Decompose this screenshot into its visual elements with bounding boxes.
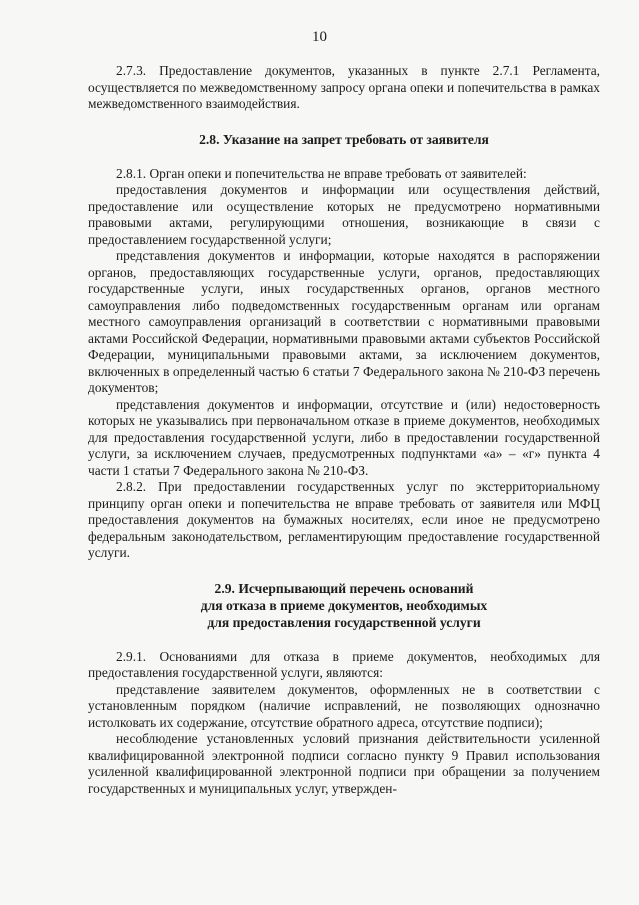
section-heading-2-9-line-3: для предоставления государственной услуги [207,614,481,630]
page-number: 10 [312,29,327,45]
paragraph-2-8-2: 2.8.2. При предоставлении государственных услуг по экстерриториальному принципу орган опеки и попечительства не вправе требовать от заявителя или МФЦ предоставления документов на бумажных носителях, если иное не предусмотрено федеральным законодательством, регламентирующим предоставление государственной услуги. [88,479,600,560]
section-heading-2-9-line-2: для отказа в приеме документов, необходимых [200,597,488,613]
section-heading-2-8: 2.8. Указание на запрет требовать от заявителя [199,131,489,147]
paragraph-2-8-1-item-3: представления документов и информации, отсутствие и (или) недостоверность которых не указывались при первоначальном отказе в приеме документов, необходимых для предоставления государственной услуги, либо в предоставлении государственной услуги, за исключением случаев, предусмотренных подпунктами «а» – «г» пункта 4 части 1 статьи 7 Федерального закона № 210-ФЗ. [88,396,600,478]
paragraph-2-9-1-item-2: несоблюдение установленных условий признания действительности усиленной квалифицированной электронной подписи согласно пункту 9 Правил использования усиленной квалифицированной электронной подписи при обращении за получением государственных и муниципальных услуг, утвержден- [88,731,600,796]
paragraph-2-8-1-item-2: представления документов и информации, которые находятся в распоряжении органов, предоставляющих государственные услуги, органов, предоставляющих государственные услуги, иных государственных органов, органов местного самоуправления либо подведомственных государственным органам или органам местного самоуправления организаций в соответствии с нормативными правовыми актами Российской Федерации, нормативными правовыми актами субъектов Российской Федерации, муниципальными правовыми актами, за исключением документов, включенных в определенный частью 6 статьи 7 Федерального закона № 210-ФЗ перечень документов; [88,248,600,395]
paragraph-2-8-1-item-1: предоставления документов и информации или осуществления действий, предоставление или осуществление которых не предусмотрено нормативными правовыми актами, регулирующими отношения, возникающие в связи с предоставлением государственной услуги; [88,182,600,247]
paragraph-2-9-1-item-1: представление заявителем документов, оформленных не в соответствии с установленным порядком (наличие исправлений, не позволяющих однозначно истолковать их содержание, отсутствие обратного адреса, отсутствие подписи); [88,681,600,730]
paragraph-2-9-1: 2.9.1. Основаниями для отказа в приеме документов, необходимых для предоставления государственной услуги, являются: [88,648,600,680]
paragraph-2-8-1: 2.8.1. Орган опеки и попечительства не вправе требовать от заявителей: [116,165,527,181]
document-body [88,63,600,797]
section-heading-2-9-line-1: 2.9. Исчерпывающий перечень оснований [214,580,474,596]
section-heading-2-9 [88,580,600,631]
paragraph-2-7-3: 2.7.3. Предоставление документов, указанных в пункте 2.7.1 Регламента, осуществляется по межведомственному запросу органа опеки и попечительства в рамках межведомственного взаимодействия. [88,63,600,111]
